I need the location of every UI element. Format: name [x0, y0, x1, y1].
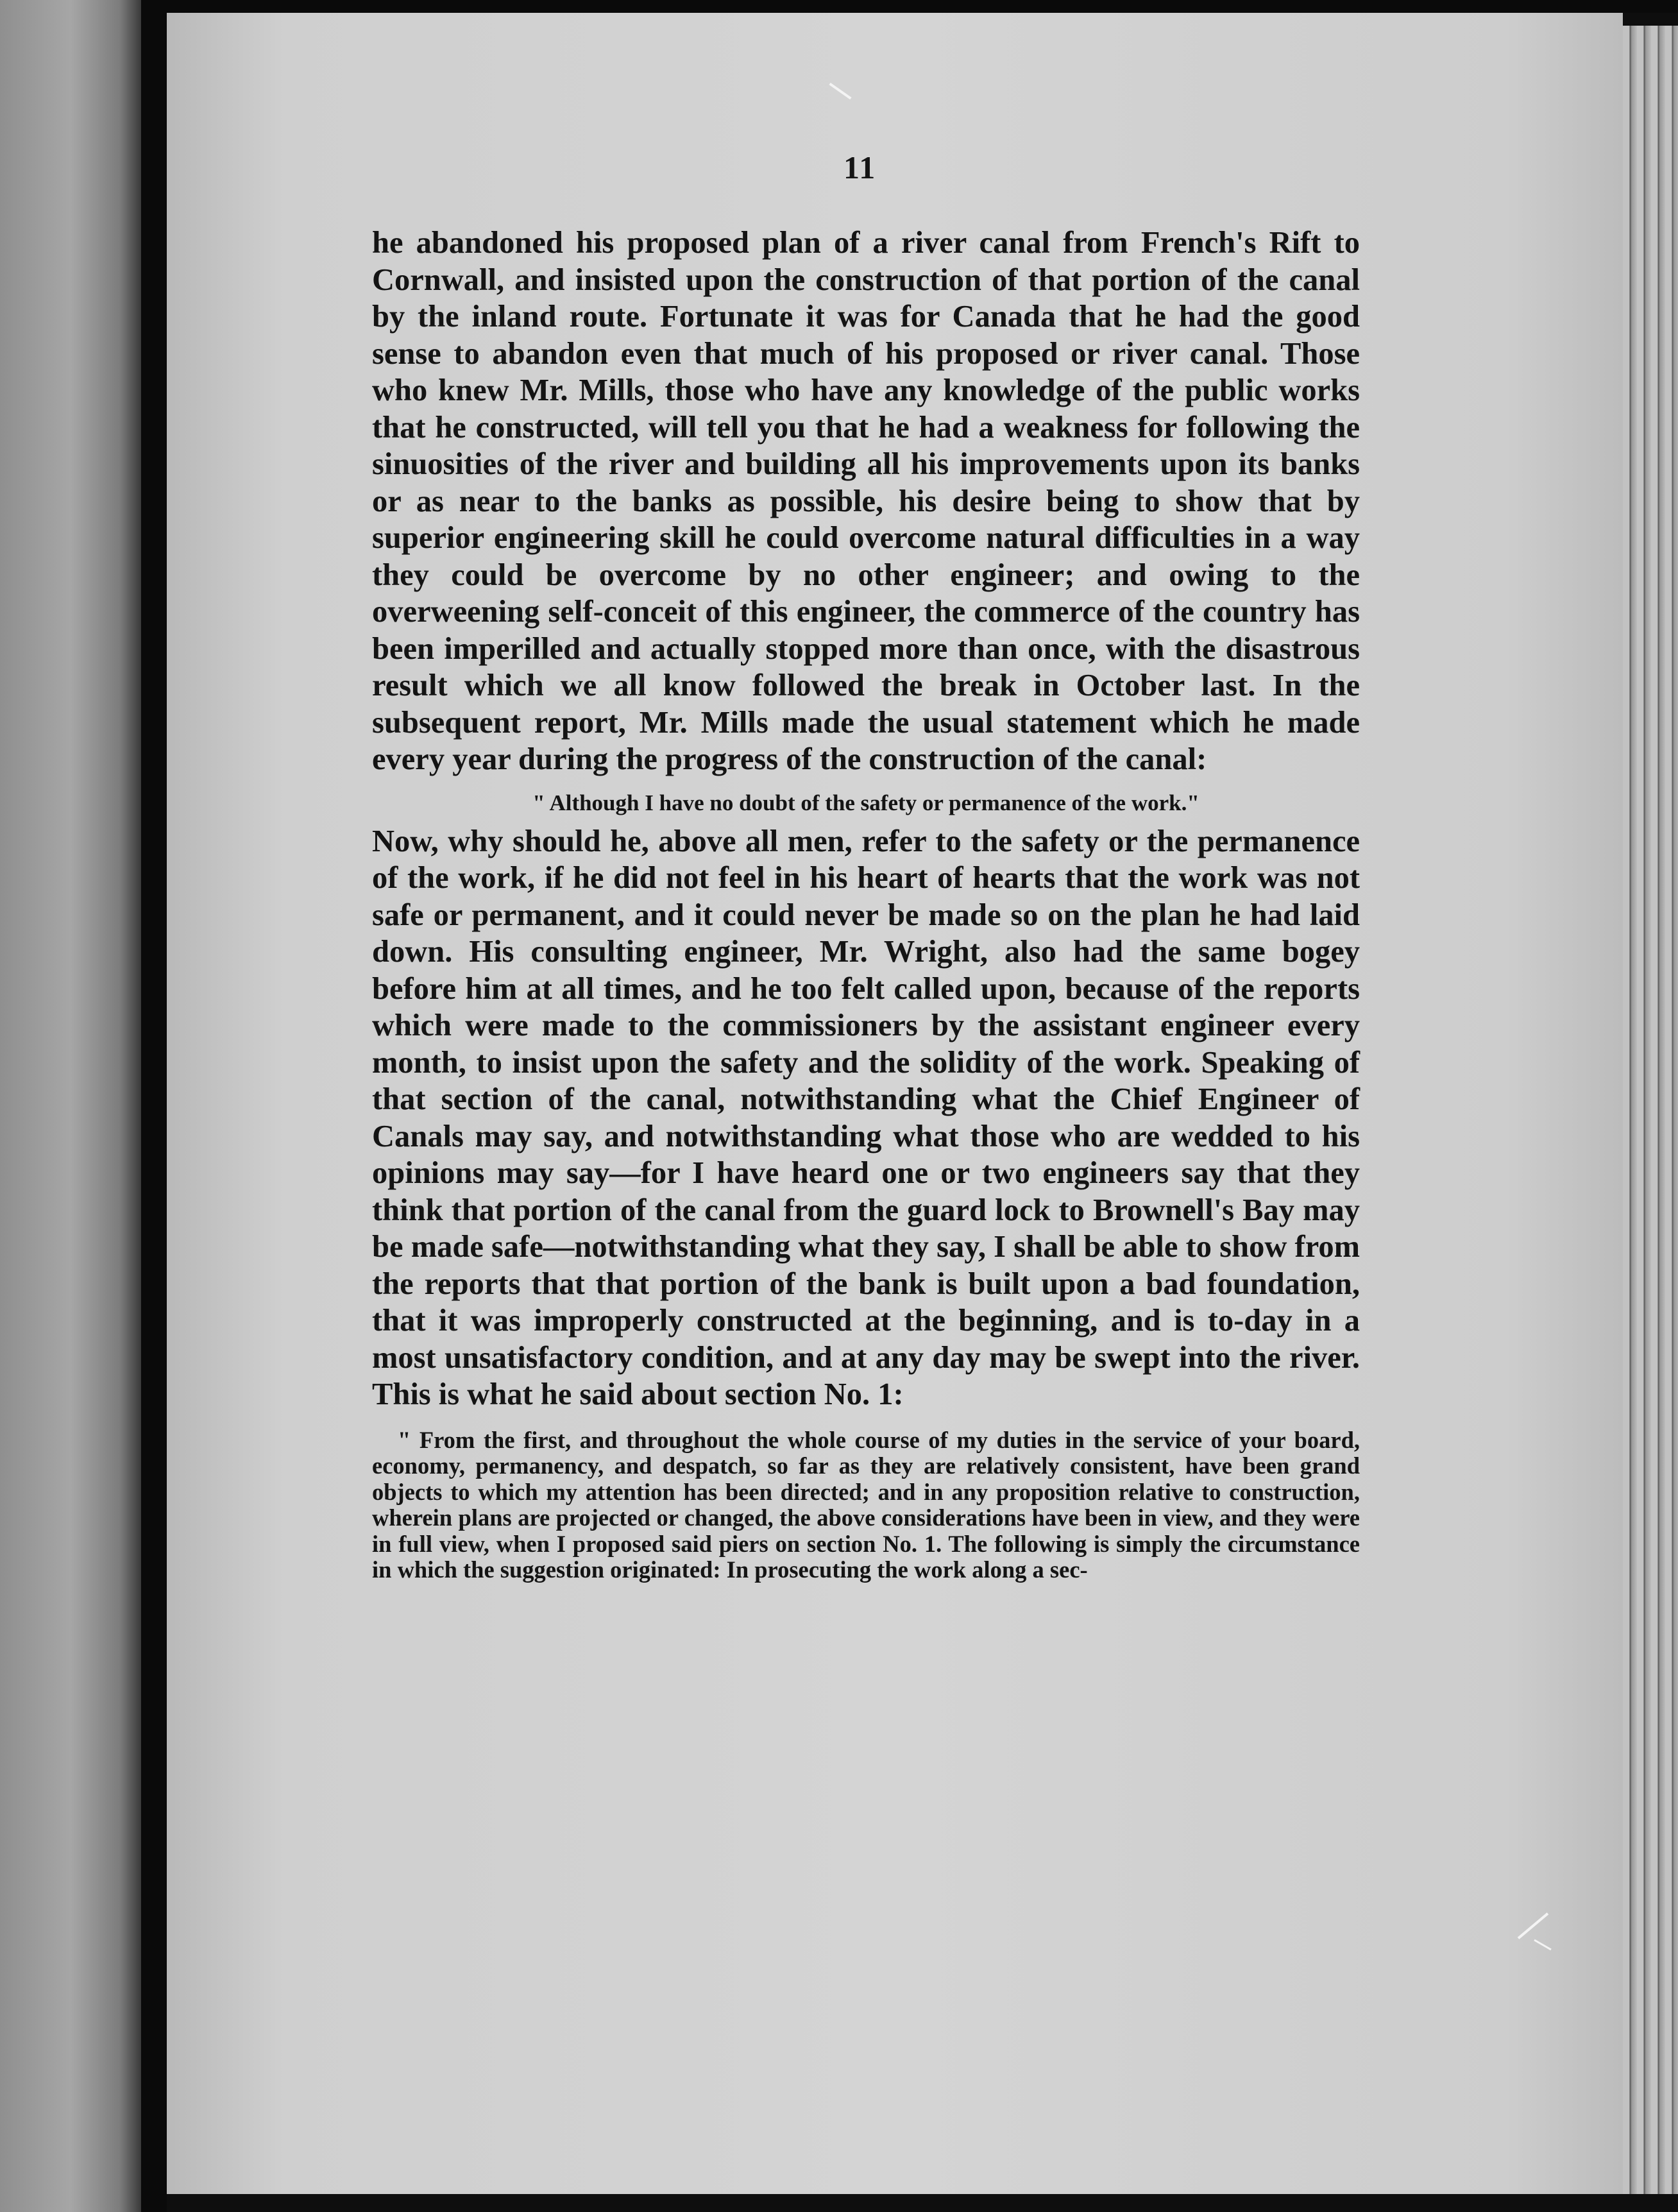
quotation-2: " From the first, and throughout the whole course of my duties in the service of your board, economy, permanency, and despatch, so far as they are relatively consistent, have been grand objects to which my attention has been directed; and in any proposition relative to construction, wherein plans are projected or changed, the above considerations have been in view, and they were in full view, when I proposed said piers on section No. 1. The following is simply the circumstance in which the suggestion originated: In prosecuting the work along a sec- — [372, 1426, 1360, 1583]
page-body — [372, 148, 1360, 1583]
quotation-1: " Although I have no doubt of the safety or permanence of the work." — [532, 790, 1199, 815]
book-gutter — [141, 0, 167, 2212]
adjacent-left-page — [0, 0, 141, 2212]
paragraph-2: Now, why should he, above all men, refer to the safety or the permanence of the work, if he did not feel in his heart of hearts that the work was not safe or permanent, and it could never be made so on the plan he had laid down. His consulting engineer, Mr. Wright, also had the same bogey before him at all times, and he too felt called upon, because of the reports which were made to the commissioners by the assistant engineer every month, to insist upon the safety and the solidity of the work. Speaking of that section of the canal, notwithstanding what the Chief Engineer of Canals may say, and notwithstanding what those who are wedded to his opinions may say—for I have heard one or two engineers say that they think that portion of the canal from the guard lock to Brownell's Bay may be made safe—notwithstanding what they say, I shall be able to show from the reports that that portion of the bank is built upon a bad foundation, that it was improperly constructed at the beginning, and is to-day in a most unsatisfactory condition, and at any day may be swept into the river. This is what he said about section No. 1: — [372, 824, 1360, 1411]
page-number: 11 — [843, 149, 877, 185]
page-edges-right — [1623, 26, 1678, 2194]
scan-border-top — [167, 0, 1678, 13]
paragraph-1: he abandoned his proposed plan of a river canal from French's Rift to Cornwall, and insisted upon the construction of that portion of the canal by the inland route. Fortunate it was for Canada that he had the good sense to abandon even that much of his proposed or river canal. Those who knew Mr. Mills, those who have any knowledge of the public works that he constructed, will tell you that he had a weakness for following the sinuosities of the river and building all his improvements upon its banks or as near to the banks as possible, his desire being to show that by superior engineering skill he could overcome natural difficulties in a way they could be overcome by no other engineer; and owing to the overweening self-conceit of this engineer, the commerce of the country has been imperilled and actually stopped more than once, with the disastrous result which we all know followed the break in October last. In the subsequent report, Mr. Mills made the usual statement which he made every year during the progress of the construction of the canal: — [372, 226, 1360, 776]
